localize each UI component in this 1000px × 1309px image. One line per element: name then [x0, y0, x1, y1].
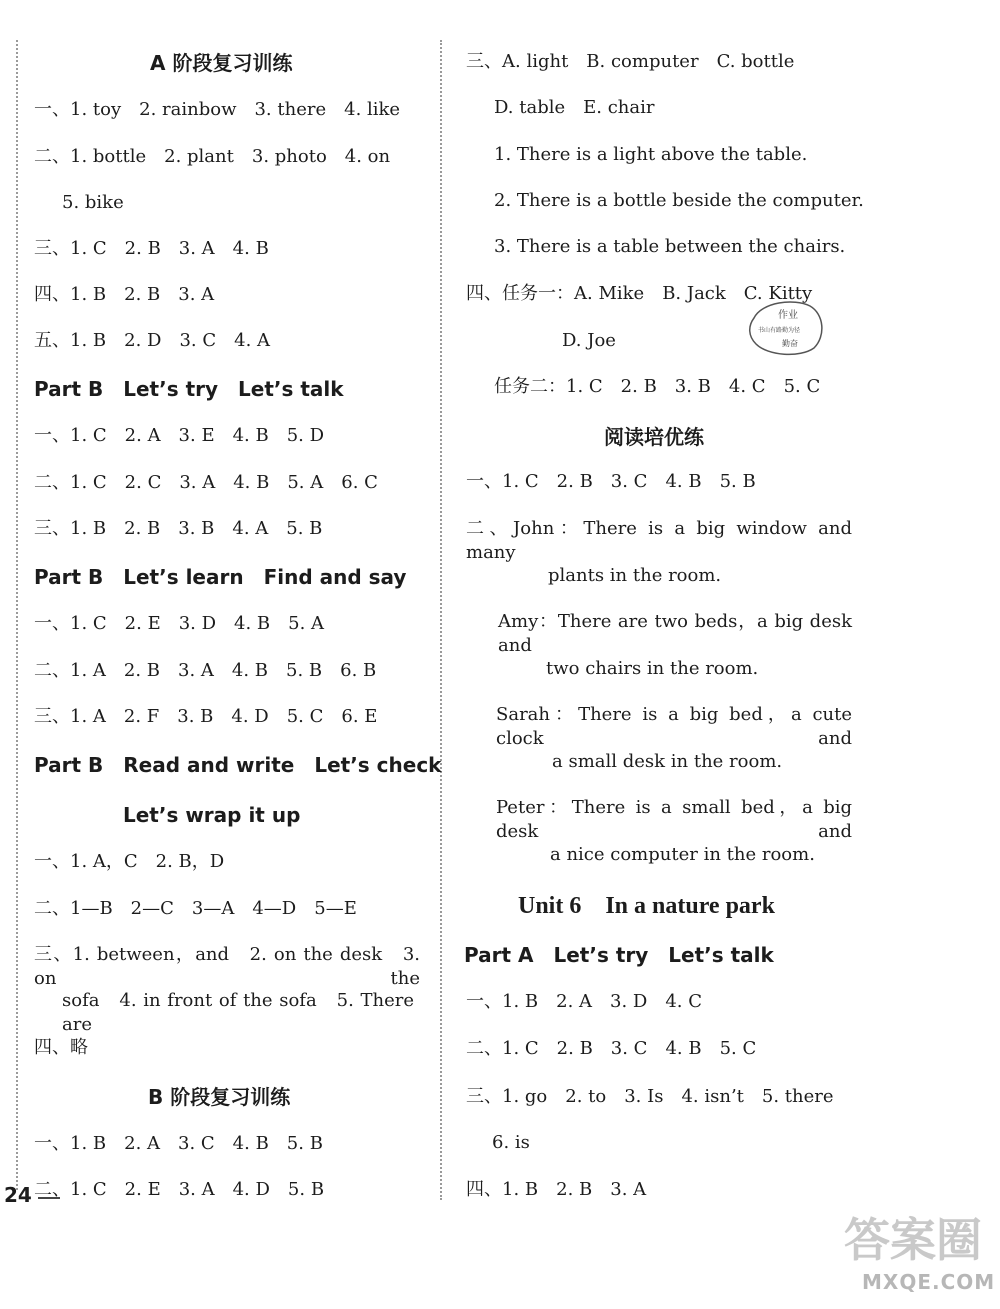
answer-line: Sarah：There is a big bed，a cute clock and: [496, 704, 852, 749]
watermark-url: MXQE.COM: [862, 1270, 996, 1294]
part-heading: Part B Let’s learn Find and say: [34, 565, 407, 589]
answer-line: 一、1. toy 2. rainbow 3. there 4. like: [34, 99, 401, 120]
part-heading: Part B Let’s try Let’s talk: [34, 377, 344, 401]
answer-line: D. table E. chair: [494, 97, 655, 118]
answer-line: 2. There is a bottle beside the computer.: [494, 190, 864, 211]
unit-title: Unit 6 In a nature park: [518, 893, 775, 919]
page-number-rule: [38, 1197, 60, 1199]
answer-line: a nice computer in the room.: [550, 844, 815, 865]
answer-line: 四、1. B 2. B 3. A: [34, 284, 215, 305]
answer-line: sofa 4. in front of the sofa 5. There are: [62, 990, 414, 1035]
answer-line: 二、John：There is a big window and many: [466, 518, 852, 563]
answer-line: 二、1. C 2. E 3. A 4. D 5. B: [34, 1179, 325, 1200]
part-heading: Part B Read and write Let’s check: [34, 753, 442, 777]
answer-line: 任务二：1. C 2. B 3. B 4. C 5. C: [494, 376, 821, 397]
a-review-title: A 阶段复习训练: [150, 51, 293, 75]
part-heading: Part A Let’s try Let’s talk: [464, 943, 774, 967]
stamp-text-2: 书山有路勤为径: [758, 327, 801, 334]
column-divider: [440, 40, 442, 1200]
page-number: 24: [4, 1183, 32, 1207]
watermark-glyphs: 答案圈: [844, 1213, 982, 1267]
answer-line: 一、1. B 2. A 3. C 4. B 5. B: [34, 1133, 323, 1154]
b-review-title: B 阶段复习训练: [148, 1085, 291, 1109]
answer-line: 三、1. A 2. F 3. B 4. D 5. C 6. E: [34, 706, 378, 727]
answer-line: 二、1. A 2. B 3. A 4. B 5. B 6. B: [34, 660, 377, 681]
answer-line: 二、1. C 2. B 3. C 4. B 5. C: [466, 1038, 757, 1059]
answer-line: 一、1. A，C 2. B，D: [34, 851, 225, 872]
homework-stamp: [748, 298, 826, 356]
answer-line: 三、1. C 2. B 3. A 4. B: [34, 238, 269, 259]
answer-line: plants in the room.: [548, 565, 722, 586]
answer-line: 一、1. B 2. A 3. D 4. C: [466, 991, 703, 1012]
answer-line: 四、任务一：A. Mike B. Jack C. Kitty: [466, 283, 813, 304]
stamp-text-3: 勤奋: [782, 339, 798, 348]
answer-line: 1. There is a light above the table.: [494, 144, 808, 165]
answer-line: 三、A. light B. computer C. bottle: [466, 51, 795, 72]
answer-line: 3. There is a table between the chairs.: [494, 236, 846, 257]
answer-line: 三、1. B 2. B 3. B 4. A 5. B: [34, 518, 323, 539]
answer-line: a small desk in the room.: [552, 751, 783, 772]
part-heading: Let’s wrap it up: [123, 803, 301, 827]
answer-line: 一、1. C 2. A 3. E 4. B 5. D: [34, 425, 325, 446]
answer-line: 二、1. C 2. C 3. A 4. B 5. A 6. C: [34, 472, 378, 493]
answer-line: 二、1—B 2—C 3—A 4—D 5—E: [34, 898, 357, 919]
answer-line: 三、1. go 2. to 3. Is 4. isn’t 5. there: [466, 1086, 834, 1107]
answer-line: 一、1. C 2. B 3. C 4. B 5. B: [466, 471, 756, 492]
left-margin-guide: [16, 40, 18, 1190]
answer-line: 一、1. C 2. E 3. D 4. B 5. A: [34, 613, 325, 634]
answer-line: two chairs in the room.: [546, 658, 759, 679]
answer-line: 五、1. B 2. D 3. C 4. A: [34, 330, 271, 351]
answer-line: 6. is: [492, 1132, 530, 1153]
answer-line: Amy：There are two beds，a big desk and: [498, 611, 852, 656]
answer-line: Peter：There is a small bed，a big desk and: [496, 797, 852, 842]
stamp-text-1: 作业: [778, 310, 798, 321]
reading-title: 阅读培优练: [604, 425, 704, 449]
answer-line: 三、1. between，and 2. on the desk 3. on the: [34, 944, 420, 989]
answer-line: D. Joe: [562, 330, 616, 351]
answer-line: 二、1. bottle 2. plant 3. photo 4. on: [34, 146, 391, 167]
answer-line: 四、1. B 2. B 3. A: [466, 1179, 647, 1200]
answer-line: 5. bike: [62, 192, 124, 213]
answer-line: 四、略: [34, 1037, 88, 1058]
